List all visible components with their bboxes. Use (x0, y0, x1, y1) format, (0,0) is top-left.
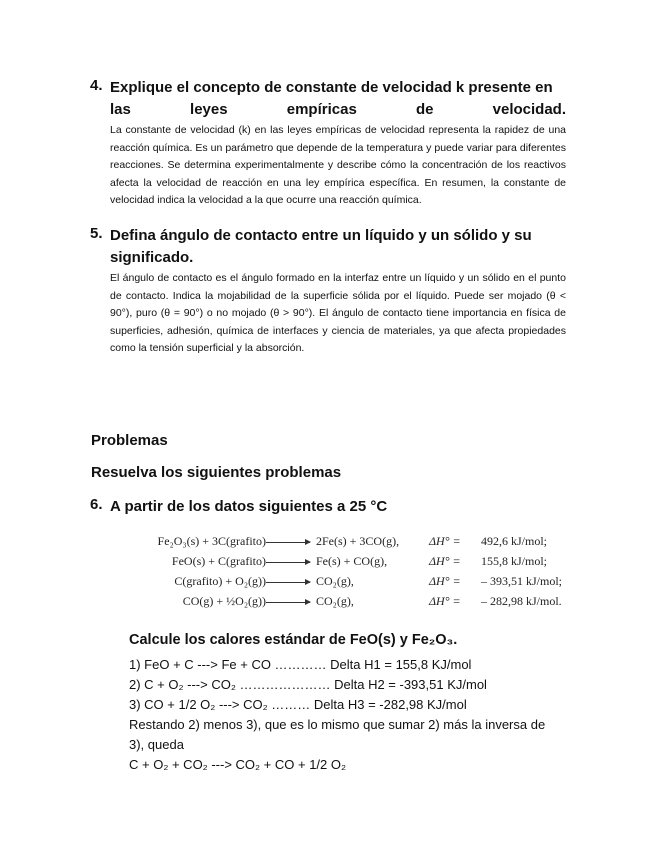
reaction-row (116, 574, 566, 592)
enthalpy-value: – 393,51 kJ/mol; (481, 574, 563, 588)
reaction-arrow-icon (266, 602, 310, 603)
reaction-reactants: C(grafito) + O₂(g)) (174, 574, 266, 588)
question-number: 5. (90, 225, 103, 242)
calculation-step-3: 3) CO + 1/2 O₂ ---> CO₂ ……… Delta H3 = -282,98 KJ/mol (129, 697, 467, 712)
reaction-products: CO₂(g), (316, 594, 354, 608)
reaction-reactants: CO(g) + ½O₂(g)) (182, 594, 266, 608)
problem-6 (90, 496, 566, 518)
calculation-step-2: 2) C + O₂ ---> CO₂ ………………… Delta H2 = -393,51 KJ/mol (129, 677, 487, 692)
question-title-line1: Defina ángulo de contacto entre un líquido y un sólido y su (110, 227, 532, 244)
reaction-row (116, 554, 566, 572)
question-title-line1: Explique el concepto de constante de velocidad k presente en (110, 79, 553, 96)
reaction-products: Fe(s) + CO(g), (316, 554, 388, 568)
section-title: Problemas (91, 432, 168, 449)
enthalpy-value: 492,6 kJ/mol; (481, 534, 548, 548)
problem-title: A partir de los datos siguientes a 25 °C (110, 498, 388, 515)
question-4 (90, 77, 566, 210)
problem-number: 6. (90, 496, 103, 513)
reaction-arrow-icon (266, 542, 310, 543)
question-title-line2: significado. (110, 249, 194, 266)
answer-paragraph: El ángulo de contacto es el ángulo formado en la interfaz entre un líquido y un sólido en el punto de contacto. Indica la mojabilidad de la superficie sólida por el líquido. Puede ser mojado (θ < 90°), puro (θ = 90°) o no mojado (θ > 90°). El ángulo de contacto tiene importancia en física de superficies, adhesión, química de interfaces y ciencia de materiales, ya que afecta propiedades como la tensión superficial y la absorción. (110, 272, 566, 355)
enthalpy-symbol: ΔH° = (429, 534, 461, 548)
reaction-arrow-icon (266, 562, 310, 563)
enthalpy-symbol: ΔH° = (429, 554, 461, 568)
enthalpy-value: – 282,98 kJ/mol. (481, 594, 562, 608)
calculation-title: Calcule los calores estándar de FeO(s) y Fe₂O₃. (129, 632, 458, 648)
question-5 (90, 225, 566, 358)
calculation-text: Restando 2) menos 3), que es lo mismo que sumar 2) más la inversa de (129, 717, 546, 732)
reaction-reactants: FeO(s) + C(grafito) (171, 554, 266, 568)
calculation-step-1: 1) FeO + C ---> Fe + CO ………… Delta H1 = 155,8 KJ/mol (129, 657, 472, 672)
calculation-text: 3), queda (129, 737, 184, 752)
question-title-line2: las leyes empíricas de velocidad. (110, 101, 566, 118)
reaction-arrow-icon (266, 582, 310, 583)
answer-paragraph: La constante de velocidad (k) en las leyes empíricas de velocidad representa la rapidez de una reacción química. Es un parámetro que depende de la temperatura y puede variar para diferentes reacciones. Se determina experimentalmente y describe cómo la concentración de los reactivos afecta la velocidad de reacción en una ley empírica específica. En resumen, la constante de velocidad indica la velocidad a la que ocurre una reacción química. (110, 124, 566, 207)
reaction-row (116, 534, 566, 552)
reaction-products: 2Fe(s) + 3CO(g), (316, 534, 400, 548)
enthalpy-symbol: ΔH° = (429, 574, 461, 588)
reaction-data-table (116, 530, 566, 618)
question-number: 4. (90, 77, 103, 94)
enthalpy-symbol: ΔH° = (429, 594, 461, 608)
reaction-reactants: Fe₂O₃(s) + 3C(grafito) (157, 534, 266, 548)
calculation-result: C + O₂ + CO₂ ---> CO₂ + CO + 1/2 O₂ (129, 757, 347, 772)
section-subtitle: Resuelva los siguientes problemas (91, 464, 342, 481)
enthalpy-value: 155,8 kJ/mol; (481, 554, 548, 568)
reaction-row (116, 594, 566, 612)
reaction-products: CO₂(g), (316, 574, 354, 588)
